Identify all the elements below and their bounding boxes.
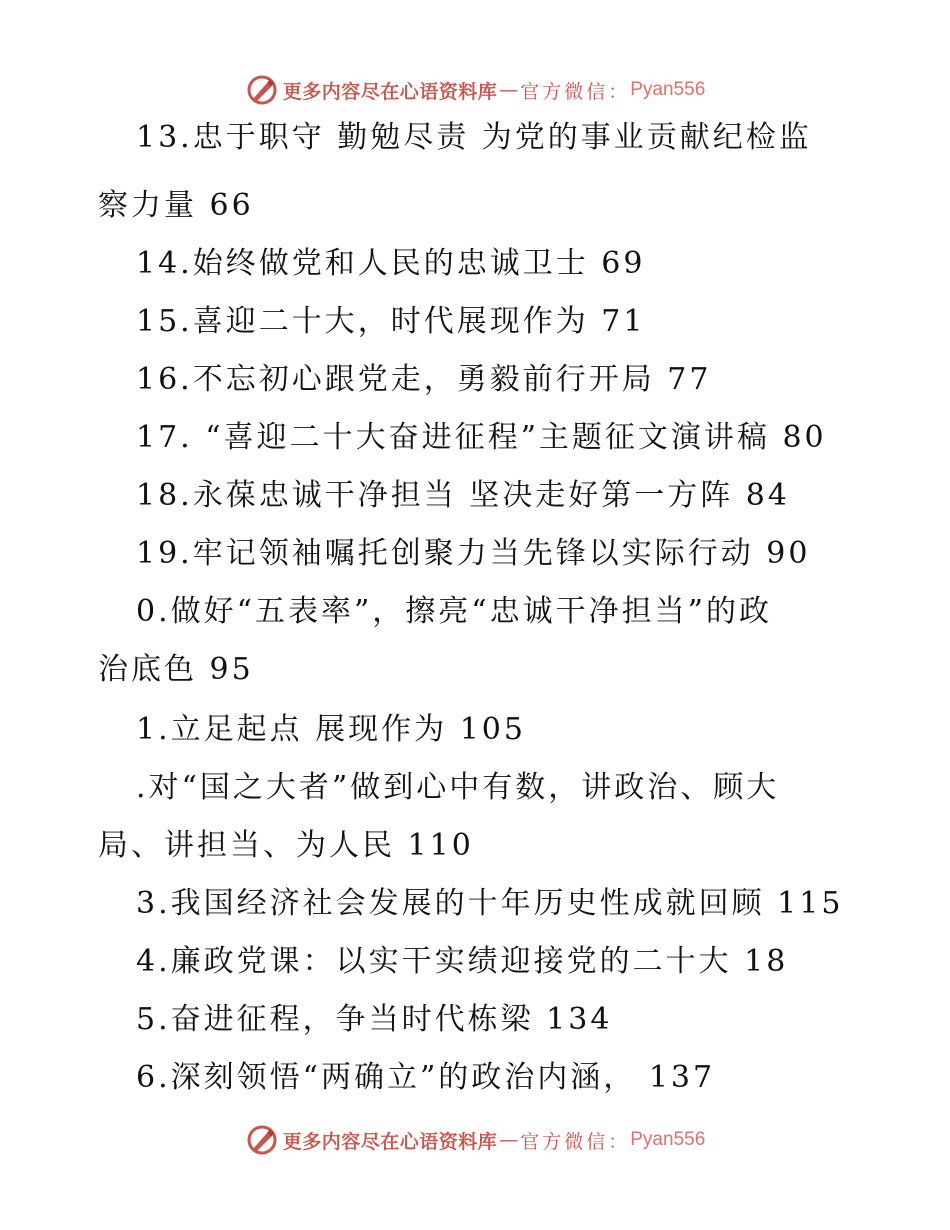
toc-entry: 17. “喜迎二十大奋进征程”主题征文演讲稿 80 <box>136 420 827 455</box>
watermark-brand: 更多内容尽在心语资料库 <box>282 80 498 103</box>
watermark-official: 官方微信： <box>520 1130 631 1153</box>
toc-entry: 察力量 66 <box>98 188 254 223</box>
toc-entry: 5.奋进征程，争当时代栋梁 134 <box>136 1002 613 1037</box>
toc-entry: 治底色 95 <box>98 652 254 687</box>
watermark-dash: — <box>499 79 519 101</box>
toc-entry: 15.喜迎二十大，时代展现作为 71 <box>136 304 646 339</box>
toc-entry: 局、讲担当、为人民 110 <box>98 828 474 863</box>
toc-entry: 1.立足起点 展现作为 105 <box>136 712 526 747</box>
watermark-id: Pyan556 <box>630 79 706 100</box>
toc-entry: 13.忠于职守 勤勉尽责 为党的事业贡献纪检监 <box>136 120 812 155</box>
watermark-header <box>0 70 950 110</box>
toc-entry: 0.做好“五表率”，擦亮“忠诚干净担当”的政 <box>136 594 772 629</box>
pen-logo-icon <box>245 1123 279 1157</box>
toc-entry: 6.深刻领悟“两确立”的政治内涵， 137 <box>136 1060 716 1095</box>
watermark-id: Pyan556 <box>630 1129 706 1150</box>
toc-entry: 18.永葆忠诚干净担当 坚决走好第一方阵 84 <box>136 478 790 513</box>
watermark-official: 官方微信： <box>520 80 631 103</box>
watermark-footer <box>0 1120 950 1160</box>
toc-entry: 14.始终做党和人民的忠诚卫士 69 <box>136 246 646 281</box>
toc-entry: 3.我国经济社会发展的十年历史性成就回顾 115 <box>136 886 844 921</box>
toc-entry: 16.不忘初心跟党走，勇毅前行开局 77 <box>136 362 712 397</box>
watermark-dash: — <box>499 1129 519 1151</box>
toc-entry: 4.廉政党课：以实干实绩迎接党的二十大 18 <box>136 944 789 979</box>
toc-entry: .对“国之大者”做到心中有数，讲政治、顾大 <box>136 770 780 805</box>
watermark-brand: 更多内容尽在心语资料库 <box>282 1130 498 1153</box>
pen-logo-icon <box>245 73 279 107</box>
toc-entry: 19.牢记领袖嘱托创聚力当先锋以实际行动 90 <box>136 536 811 571</box>
